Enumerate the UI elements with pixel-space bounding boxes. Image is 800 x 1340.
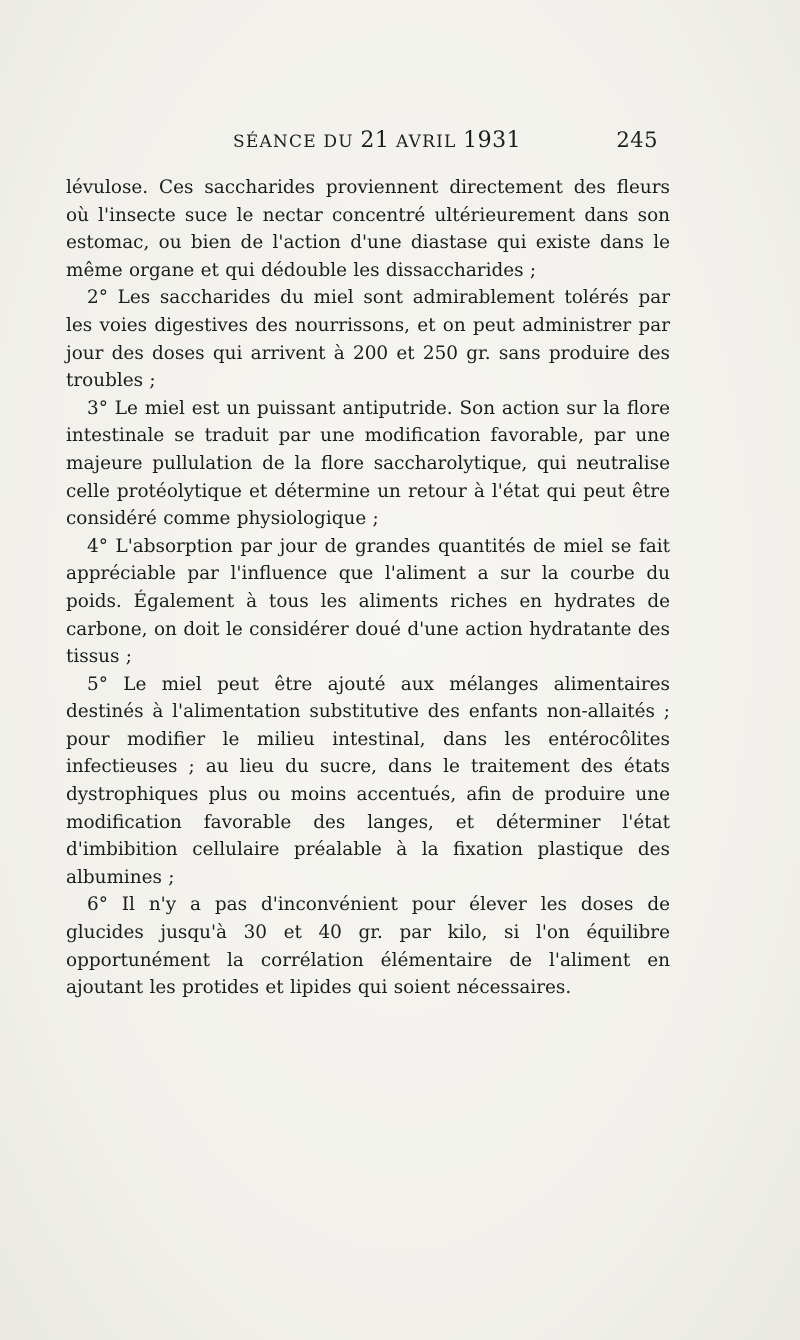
running-title-label: SÉANCE DU <box>233 132 354 152</box>
body-text <box>66 174 670 1002</box>
list-item-5: 5° Le miel peut être ajouté aux mélanges alimentaires destinés à l'alimentation substitutive des enfants non-allaités ; pour modifier le milieu intestinal, dans les entérocôlites infectieuses ; au lieu du sucre, dans le traitement des états dystrophiques plus ou moins accentués, afin de produire une modification favorable des langes, et déterminer l'état d'imbibition cellulaire préalable à la fixation plastique des albumines ; <box>66 673 670 888</box>
running-title <box>233 128 521 153</box>
header-day: 21 <box>360 128 390 153</box>
header-month: AVRIL <box>396 132 457 152</box>
list-item-4: 4° L'absorption par jour de grandes quantités de miel se fait appréciable par l'influence que l'aliment a sur la courbe du poids. Également à tous les aliments riches en hydrates de carbone, on doit le considérer doué d'une action hydratante des tissus ; <box>66 535 670 668</box>
list-item-2: 2° Les saccharides du miel sont admirablement tolérés par les voies digestives des nourrissons, et on peut administrer par jour des doses qui arrivent à 200 et 250 gr. sans produire des troubles ; <box>66 287 670 392</box>
running-header <box>228 128 660 160</box>
header-year: 1931 <box>463 128 522 153</box>
list-item-3: 3° Le miel est un puissant antiputride. Son action sur la flore intestinale se traduit par une modification favorable, par une majeure pullulation de la flore saccharolytique, qui neutralise celle protéolytique et détermine un retour à l'état qui peut être considéré comme physiologique ; <box>66 397 670 530</box>
page-number: 245 <box>616 128 658 152</box>
list-item-6: 6° Il n'y a pas d'inconvénient pour élever les doses de glucides jusqu'à 30 et 40 gr. par kilo, si l'on équilibre opportunément la corrélation élémentaire de l'aliment en ajoutant les protides et lipides qui soient nécessaires. <box>66 894 670 999</box>
paragraph-continuation: lévulose. Ces saccharides proviennent directement des fleurs où l'insecte suce le nectar concentré ultérieurement dans son estomac, ou bien de l'action d'une diastase qui existe dans le même organe et qui dédouble les dissaccharides ; <box>66 177 670 281</box>
